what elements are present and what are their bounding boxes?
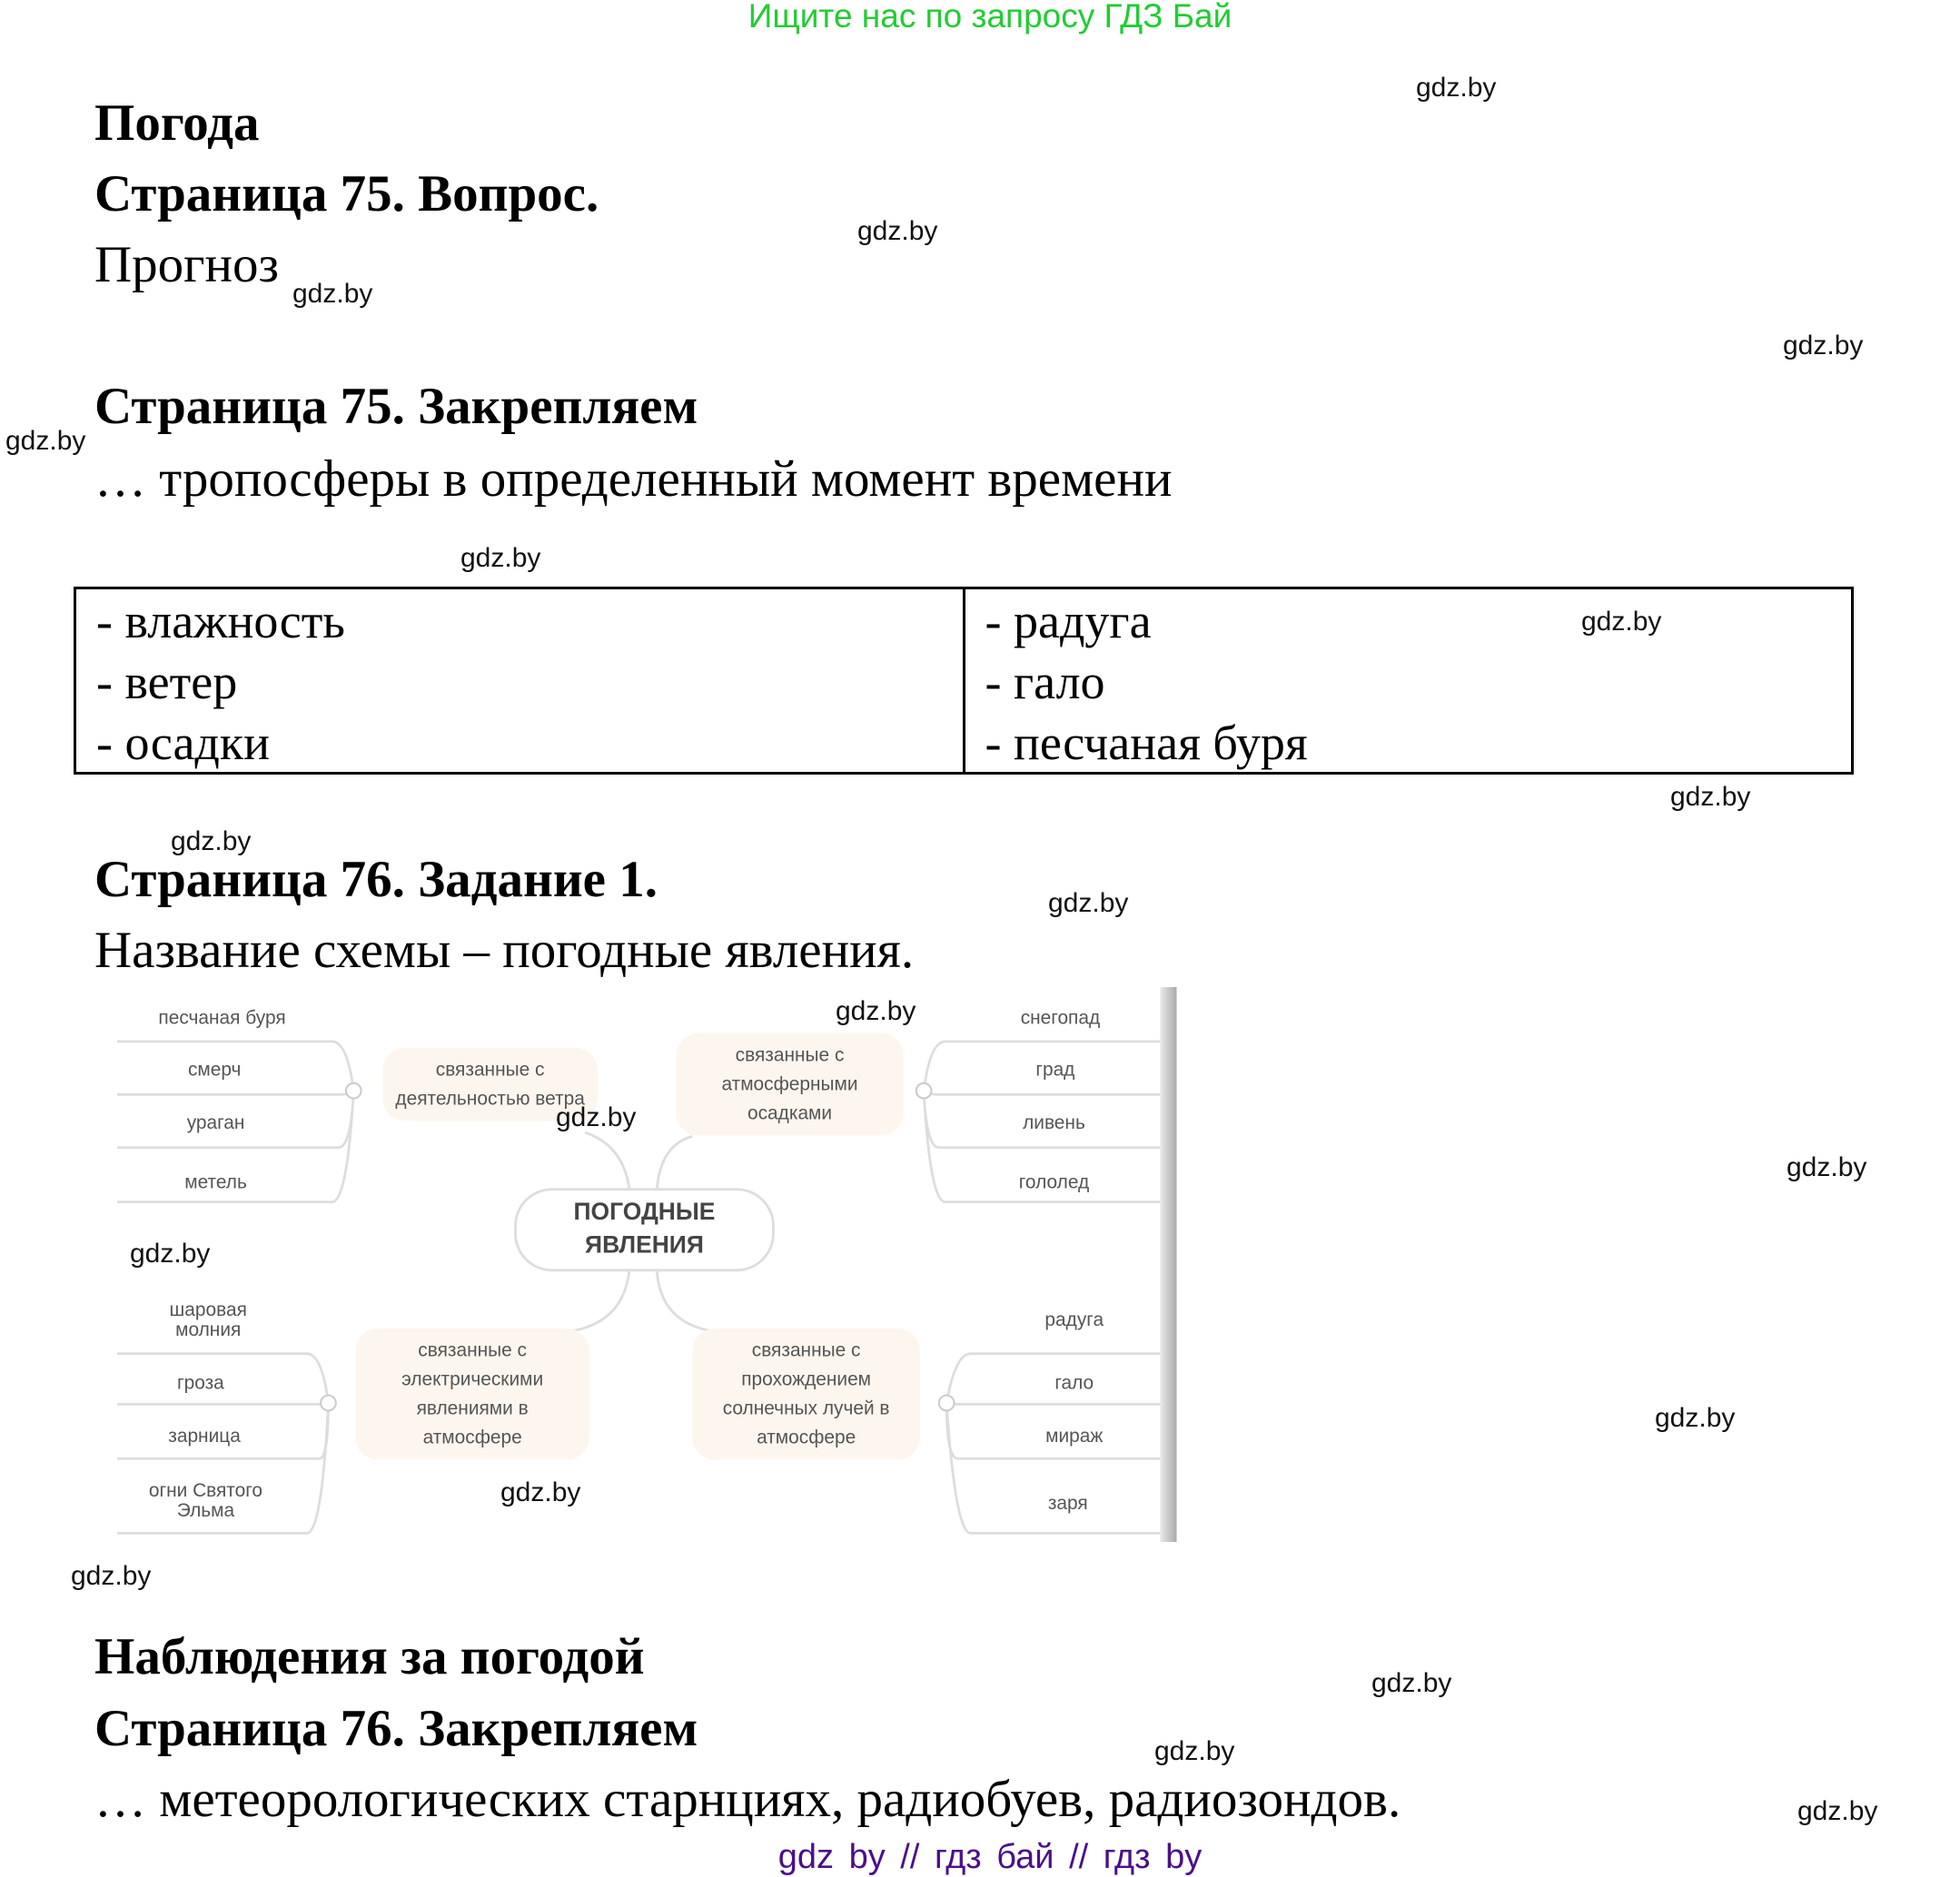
watermark: gdz.by bbox=[1797, 1796, 1878, 1826]
diagram-group-precipitation: связанные с атмосферными осадками bbox=[676, 1033, 904, 1136]
watermark: gdz.by bbox=[71, 1561, 152, 1591]
diagram-leaf: гололед bbox=[1018, 1171, 1090, 1193]
watermark: gdz.by bbox=[1655, 1403, 1736, 1433]
diagram-leaf: гало bbox=[1054, 1372, 1094, 1395]
diagram-leaf: мираж bbox=[1045, 1426, 1104, 1447]
section-title-observations: Наблюдения за погодой bbox=[94, 1628, 645, 1685]
reinforce-answer-2: … метеорологических старнциях, радиобуев, радиозондов. bbox=[94, 1771, 1401, 1828]
diagram-leaf: заря bbox=[1047, 1492, 1088, 1515]
table-cell: - осадки bbox=[96, 716, 271, 770]
task-heading: Страница 76. Задание 1. bbox=[94, 851, 658, 908]
watermark: gdz.by bbox=[5, 426, 86, 456]
table-cell: - песчаная буря bbox=[985, 716, 1308, 770]
diagram-group-wind: связанные с деятельностью ветра bbox=[382, 1048, 598, 1121]
watermark: gdz.by bbox=[460, 543, 541, 573]
table-column-right bbox=[963, 589, 1852, 772]
section-title-weather: Погода bbox=[94, 94, 260, 152]
diagram-leaf: метель bbox=[184, 1171, 247, 1193]
watermark: gdz.by bbox=[1154, 1736, 1235, 1766]
diagram-leaf: снегопад bbox=[1020, 1007, 1101, 1029]
diagram-center-node: ПОГОДНЫЕ ЯВЛЕНИЯ bbox=[514, 1188, 775, 1271]
watermark: gdz.by bbox=[556, 1102, 637, 1132]
diagram-leaf: ураган bbox=[186, 1111, 245, 1134]
watermark: gdz.by bbox=[1048, 888, 1129, 918]
watermark: gdz.by bbox=[836, 996, 916, 1026]
task-answer: Название схемы – погодные явления. bbox=[94, 922, 915, 979]
diagram-group-electric: связанные с электрическими явлениями в атмосфере bbox=[355, 1329, 589, 1460]
watermark: gdz.by bbox=[1371, 1668, 1452, 1698]
table-column-left bbox=[76, 589, 963, 772]
page-edge-shadow bbox=[1160, 987, 1176, 1542]
watermark: gdz.by bbox=[1670, 782, 1751, 812]
table-cell: - гало bbox=[985, 655, 1105, 709]
reinforce-heading: Страница 75. Закрепляем bbox=[94, 378, 698, 435]
watermark: gdz.by bbox=[500, 1477, 581, 1507]
watermark: gdz.by bbox=[130, 1239, 211, 1269]
reinforce-heading-2: Страница 76. Закрепляем bbox=[94, 1700, 698, 1757]
diagram-group-sunlight: связанные с прохождением солнечных лучей в атмосфере bbox=[692, 1329, 920, 1460]
footer-links[interactable]: gdz by // гдз бай // гдз by bbox=[777, 1838, 1203, 1876]
diagram-leaf: песчаная буря bbox=[158, 1007, 286, 1029]
question-answer: Прогноз bbox=[94, 236, 280, 293]
table-cell: - радуга bbox=[985, 594, 1152, 648]
table-cell: - влажность bbox=[96, 594, 345, 648]
search-banner: Ищите нас по запросу ГДЗ Бай bbox=[747, 0, 1232, 35]
question-heading: Страница 75. Вопрос. bbox=[94, 165, 599, 222]
watermark: gdz.by bbox=[1416, 73, 1497, 103]
diagram-leaf: шаровая молния bbox=[169, 1299, 247, 1341]
diagram-leaf: радуга bbox=[1044, 1309, 1104, 1331]
diagram-leaf: ливень bbox=[1023, 1111, 1085, 1134]
reinforce-answer: … тропосферы в определенный момент времени bbox=[94, 450, 1173, 508]
diagram-leaf: огни Святого Эльма bbox=[148, 1479, 263, 1522]
table-cell: - ветер bbox=[96, 655, 238, 709]
watermark: gdz.by bbox=[1787, 1152, 1867, 1182]
diagram-leaf: гроза bbox=[176, 1372, 224, 1395]
weather-phenomena-diagram bbox=[117, 987, 1176, 1542]
watermark: gdz.by bbox=[857, 216, 938, 246]
watermark: gdz.by bbox=[1783, 331, 1864, 361]
watermark: gdz.by bbox=[171, 826, 252, 856]
watermark: gdz.by bbox=[292, 279, 373, 309]
watermark: gdz.by bbox=[1581, 607, 1662, 637]
diagram-leaf: смерч bbox=[187, 1059, 242, 1082]
diagram-leaf: град bbox=[1035, 1059, 1075, 1082]
diagram-leaf: зарница bbox=[168, 1426, 241, 1447]
